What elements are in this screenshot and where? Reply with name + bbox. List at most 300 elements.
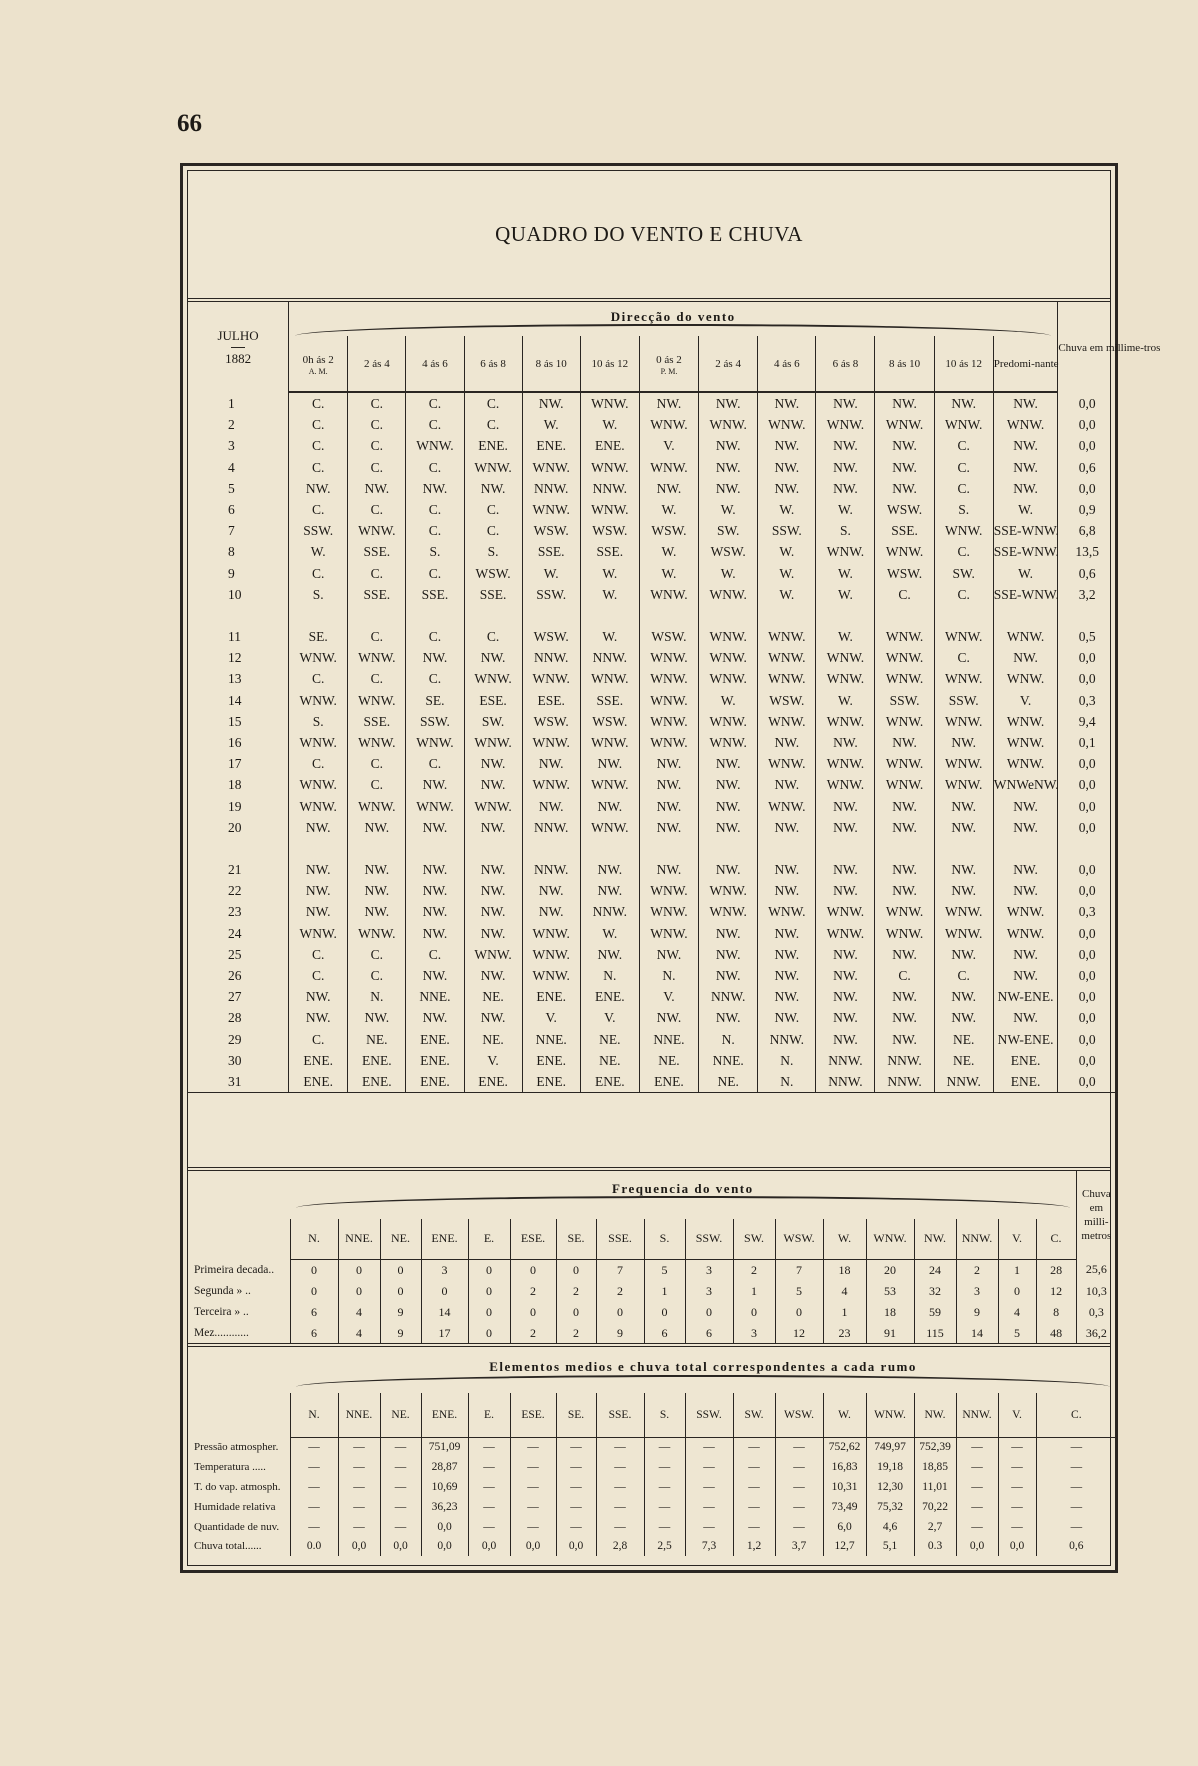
frequency-cell: 17 [421,1323,468,1344]
direction-cell: C. [464,414,522,435]
direction-cell: C. [348,499,406,520]
direction-cell: WNW. [289,796,348,817]
frequency-column-header: W. [823,1219,866,1259]
rain-cell: 0,0 [1058,923,1116,944]
direction-cell: WNW. [406,796,464,817]
rain-cell: 0,0 [1058,1050,1116,1071]
direction-cell: C. [289,1029,348,1050]
direction-cell: NE. [464,986,522,1007]
frequency-cell: 20 [866,1259,914,1281]
rain-cell: 0,0 [1058,986,1116,1007]
frequency-cell: 18 [866,1302,914,1323]
predominant-cell: NW. [993,796,1058,817]
predominant-cell: WNWeNW. [993,774,1058,795]
elements-cell: — [596,1497,644,1517]
direction-cell: WNW. [934,753,993,774]
direction-cell: WNW. [406,435,464,456]
gap-cell [875,605,934,626]
table-row [188,414,1116,435]
gap-cell [464,605,522,626]
frequency-cell: 1 [998,1259,1036,1281]
frequency-cell: 0 [338,1259,380,1281]
table-row [188,1029,1116,1050]
predominant-cell: NW. [993,944,1058,965]
predominant-cell: NW-ENE. [993,1029,1058,1050]
frequency-row-label: Segunda » .. [194,1285,251,1297]
frequency-cell: 0 [556,1302,596,1323]
predominant-cell: V. [993,690,1058,711]
rain-cell: 0,0 [1058,1007,1116,1028]
gap-cell [188,605,289,626]
elements-cell: 4,6 [866,1517,914,1537]
hour-label: 2 ás 4 [364,358,390,370]
predominant-cell: WNW. [993,901,1058,922]
direction-cell: NW. [758,732,816,753]
elements-column-header: WSW. [775,1393,823,1437]
direction-cell: W. [580,626,639,647]
frequency-cell: 0 [468,1302,510,1323]
direction-cell: WSW. [699,541,758,562]
elements-cell: 0,0 [956,1536,998,1556]
frequency-cell: 2 [510,1281,556,1302]
table-row [188,668,1116,689]
elements-cell: 19,18 [866,1457,914,1477]
frequency-column-header: C. [1036,1219,1076,1259]
elements-cell: 18,85 [914,1457,956,1477]
direction-cell: SW. [699,520,758,541]
elements-cell: — [998,1477,1036,1497]
frequency-cell: 4 [338,1323,380,1344]
gap-cell [522,605,580,626]
frequency-cell: 3 [685,1281,733,1302]
frequency-cell: 18 [823,1259,866,1281]
frequency-cell: 14 [421,1302,468,1323]
direction-cell: NW. [934,796,993,817]
elements-cell: 2,8 [596,1536,644,1556]
table-frame [180,163,1161,1573]
direction-cell: SSE. [348,711,406,732]
direction-cell: ENE. [522,986,580,1007]
direction-cell: WSW. [580,711,639,732]
table-row [188,1437,1116,1457]
direction-cell: WNW. [816,711,875,732]
frequency-cell: 0 [290,1259,338,1281]
direction-cell: NNW. [580,478,639,499]
direction-cell: C. [348,626,406,647]
direction-cell: WNW. [406,732,464,753]
direction-cell: ENE. [522,435,580,456]
direction-cell: NW. [934,817,993,838]
hour-label: 8 ás 10 [888,358,921,370]
direction-cell: W. [758,541,816,562]
direction-cell: SSE. [464,584,522,605]
direction-cell: WNW. [639,901,698,922]
elements-cell: — [556,1437,596,1457]
direction-cell: NW. [699,817,758,838]
direction-cell: NW. [289,478,348,499]
elements-cell: 0,0 [421,1536,468,1556]
direction-cell: WNW. [522,774,580,795]
direction-cell: C. [406,457,464,478]
frequency-cell: 0 [596,1302,644,1323]
frequency-cell: 0 [290,1281,338,1302]
direction-cell: WNW. [934,414,993,435]
direction-cell: C. [934,435,993,456]
direction-cell: WNW. [875,414,934,435]
day-cell: 13 [188,668,289,689]
direction-cell: NW. [699,478,758,499]
direction-cell: C. [406,668,464,689]
direction-cell: NW. [934,392,993,414]
rain-cell: 6,8 [1058,520,1116,541]
hour-label: 10 ás 12 [945,358,983,370]
direction-cell: NW. [699,457,758,478]
rain-cell: 0,0 [1058,647,1116,668]
day-cell: 30 [188,1050,289,1071]
direction-cell: W. [758,499,816,520]
direction-cell: WNW. [348,647,406,668]
table-row [188,1281,1116,1302]
frequency-cell: 12 [775,1323,823,1344]
direction-cell: NW. [639,753,698,774]
direction-cell: C. [934,584,993,605]
direction-cell: WNW. [934,668,993,689]
frequency-cell: 59 [914,1302,956,1323]
direction-cell: C. [934,457,993,478]
elements-cell: — [556,1457,596,1477]
predominant-header [993,336,1058,392]
direction-cell: WSW. [875,563,934,584]
elements-cell: — [644,1497,685,1517]
frequency-cell: 91 [866,1323,914,1344]
day-cell: 19 [188,796,289,817]
frequency-column-header: NNW. [956,1219,998,1259]
direction-cell: C. [348,965,406,986]
direction-cell: NNE. [522,1029,580,1050]
gap-cell [1058,838,1116,859]
direction-cell: ENE. [580,986,639,1007]
elements-column-header: NE. [380,1393,421,1437]
rain-cell: 0,0 [1058,774,1116,795]
direction-cell: WNW. [348,690,406,711]
direction-cell: NW. [464,859,522,880]
frequency-column-header: V. [998,1219,1036,1259]
direction-cell: S. [464,541,522,562]
direction-cell: ENE. [464,1071,522,1093]
direction-cell: WSW. [875,499,934,520]
gap-cell [348,605,406,626]
direction-cell: WNW. [464,944,522,965]
elements-cell: 2,5 [644,1536,685,1556]
elements-cell: — [685,1457,733,1477]
elements-cell: — [290,1497,338,1517]
predominant-cell: NW. [993,817,1058,838]
day-cell: 9 [188,563,289,584]
gap-cell [875,838,934,859]
direction-cell: WNW. [758,796,816,817]
frequency-cell: 32 [914,1281,956,1302]
frequency-column-header: ESE. [510,1219,556,1259]
day-cell: 25 [188,944,289,965]
day-cell: 21 [188,859,289,880]
direction-cell: W. [580,923,639,944]
direction-cell: WNW. [816,901,875,922]
direction-cell: NW. [758,457,816,478]
direction-cell: NW. [758,435,816,456]
direction-cell: W. [699,690,758,711]
direction-cell: NW. [522,901,580,922]
direction-cell: NNW. [816,1050,875,1071]
frequency-cell: 8 [1036,1302,1076,1323]
section-separator-2 [188,1343,1110,1347]
day-cell: 10 [188,584,289,605]
day-cell: 4 [188,457,289,478]
table-row [188,563,1116,584]
direction-cell: WSW. [639,520,698,541]
frequency-cell: 0 [685,1302,733,1323]
direction-cell: NW. [699,859,758,880]
frequency-cell: 2 [733,1259,775,1281]
table-row [188,1071,1116,1093]
direction-cell: ENE. [522,1050,580,1071]
direction-cell: NW. [816,817,875,838]
direction-cell: WNW. [639,923,698,944]
elements-cell: 749,97 [866,1437,914,1457]
frequency-cell: 6 [644,1323,685,1344]
frequency-cell: 3 [421,1259,468,1281]
direction-cell: ENE. [639,1071,698,1093]
direction-cell: WNW. [816,774,875,795]
gap-cell [580,605,639,626]
day-cell: 7 [188,520,289,541]
pm-label: P. M. [660,366,678,376]
direction-cell: WNW. [934,626,993,647]
direction-cell: NNW. [522,478,580,499]
elements-cell: — [338,1477,380,1497]
direction-cell: C. [934,965,993,986]
elements-cell: — [510,1517,556,1537]
direction-cell: W. [639,541,698,562]
direction-cell: NW. [464,923,522,944]
elements-cell: 11,01 [914,1477,956,1497]
hour-column-header [464,336,522,392]
frequency-cell: 14 [956,1323,998,1344]
elements-cell: — [596,1477,644,1497]
table-row [188,880,1116,901]
direction-cell: NW. [875,859,934,880]
direction-cell: S. [816,520,875,541]
day-cell: 22 [188,880,289,901]
direction-cell: C. [406,944,464,965]
table-row [188,901,1116,922]
table-inner-frame [187,170,1161,1566]
direction-cell: NW. [464,753,522,774]
direction-cell: NW. [289,880,348,901]
elements-cell: 12,7 [823,1536,866,1556]
direction-cell: N. [758,1050,816,1071]
frequency-cell: 9 [380,1323,421,1344]
direction-cell: C. [406,414,464,435]
direction-cell: S. [289,711,348,732]
direction-cell: WNW. [875,647,934,668]
table-row [188,1007,1116,1028]
direction-cell: C. [289,753,348,774]
direction-cell: NNW. [934,1071,993,1093]
direction-cell: WNW. [699,711,758,732]
rain-cell: 0,0 [1058,414,1116,435]
elements-cell: 73,49 [823,1497,866,1517]
direction-cell: WNW. [816,753,875,774]
direction-cell: ENE. [406,1071,464,1093]
gap-cell [639,838,698,859]
direction-cell: NW. [406,901,464,922]
direction-cell: NNW. [522,817,580,838]
gap-cell [816,605,875,626]
table-row [188,774,1116,795]
direction-cell: C. [464,520,522,541]
frequency-column-header: NW. [914,1219,956,1259]
hour-label: 0 ás 2 [656,353,682,366]
table-row [188,626,1116,647]
elements-cell: 6,0 [823,1517,866,1537]
elements-cell: — [644,1517,685,1537]
elements-cell: — [290,1457,338,1477]
direction-cell: NW. [816,796,875,817]
hour-label: 4 ás 6 [422,358,448,370]
direction-cell: NW. [816,478,875,499]
direction-cell: C. [348,457,406,478]
frequency-cell: 5 [998,1323,1036,1344]
hour-label: 6 ás 8 [480,358,506,370]
frequency-rain-cell: 10,3 [1076,1281,1116,1302]
rain-cell: 9,4 [1058,711,1116,732]
hour-label: 10 ás 12 [591,358,629,370]
predominant-cell: WNW. [993,668,1058,689]
table-row [188,1302,1116,1323]
elements-column-header: ENE. [421,1393,468,1437]
predominant-cell: W. [993,499,1058,520]
direction-cell: NW. [639,392,698,414]
elements-cell: — [290,1517,338,1537]
elements-cell: 752,39 [914,1437,956,1457]
direction-cell: WNW. [522,732,580,753]
predominant-cell: SSE-WNW. [993,520,1058,541]
predominant-cell: NW. [993,647,1058,668]
direction-cell: C. [464,499,522,520]
rain-cell: 0,0 [1058,817,1116,838]
hour-column-header [348,336,406,392]
elements-cell: 70,22 [914,1497,956,1517]
frequency-cell: 6 [290,1323,338,1344]
gap-cell [289,838,348,859]
rain-cell: 0,0 [1058,753,1116,774]
direction-cell: WNW. [875,901,934,922]
rain-cell: 13,5 [1058,541,1116,562]
title-band [188,171,1110,302]
direction-cell: NW. [816,732,875,753]
elements-cell: 0,0 [556,1536,596,1556]
day-cell: 18 [188,774,289,795]
frequency-cell: 2 [956,1259,998,1281]
elements-column-header: NNE. [338,1393,380,1437]
direction-cell: W. [816,690,875,711]
elements-cell: 0,0 [338,1536,380,1556]
direction-cell: WNW. [758,647,816,668]
direction-cell: C. [289,414,348,435]
direction-cell: WNW. [699,901,758,922]
frequency-cell: 3 [956,1281,998,1302]
direction-cell: NW. [639,859,698,880]
frequency-cell: 1 [733,1281,775,1302]
direction-cell: NW. [875,944,934,965]
direction-cell: WNW. [522,457,580,478]
frequency-row-label: Terceira » .. [194,1306,249,1318]
rain-cell: 0,0 [1058,880,1116,901]
table-row [188,1259,1116,1281]
frequency-column-header: SW. [733,1219,775,1259]
direction-cell: NE. [699,1071,758,1093]
wind-direction-table [188,302,1161,1093]
elements-column-header: C. [1036,1393,1116,1437]
direction-cell: WNW. [875,668,934,689]
direction-cell: NW. [639,774,698,795]
hour-column-header [875,336,934,392]
table-row [188,584,1116,605]
direction-cell: ENE. [464,435,522,456]
direction-cell: W. [580,584,639,605]
direction-cell: NW. [758,478,816,499]
direction-cell: NW. [522,392,580,414]
direction-cell: NW. [580,944,639,965]
direction-cell: NW. [758,392,816,414]
direction-cell: NW. [934,944,993,965]
elements-cell: — [380,1437,421,1457]
table-row [188,520,1116,541]
frequency-cell: 6 [685,1323,733,1344]
gap-cell [1058,605,1116,626]
frequency-cell: 115 [914,1323,956,1344]
elements-cell: — [1036,1517,1116,1537]
direction-cell: NW. [699,753,758,774]
table-row [188,923,1116,944]
direction-cell: WNW. [348,520,406,541]
direction-cell: C. [289,499,348,520]
elements-cell: — [775,1437,823,1457]
direction-cell: NW. [464,647,522,668]
elements-cell: — [1036,1477,1116,1497]
table-row [188,859,1116,880]
frequency-cell: 0 [468,1281,510,1302]
hour-column-header [639,336,698,392]
direction-cell: C. [289,563,348,584]
direction-cell: SW. [464,711,522,732]
predominant-cell: WNW. [993,923,1058,944]
rain-cell: 0,0 [1058,392,1116,414]
elements-cell: — [290,1477,338,1497]
direction-cell: S. [289,584,348,605]
table-row [188,965,1116,986]
direction-cell: NW. [522,880,580,901]
direction-cell: WNW. [580,499,639,520]
frequency-cell: 1 [644,1281,685,1302]
direction-cell: SSE. [348,584,406,605]
elements-cell: 16,83 [823,1457,866,1477]
direction-cell: NNE. [406,986,464,1007]
direction-cell: WNW. [699,584,758,605]
frequency-label-spacer [188,1219,290,1259]
elements-cell: — [644,1457,685,1477]
direction-cell: WNW. [464,796,522,817]
